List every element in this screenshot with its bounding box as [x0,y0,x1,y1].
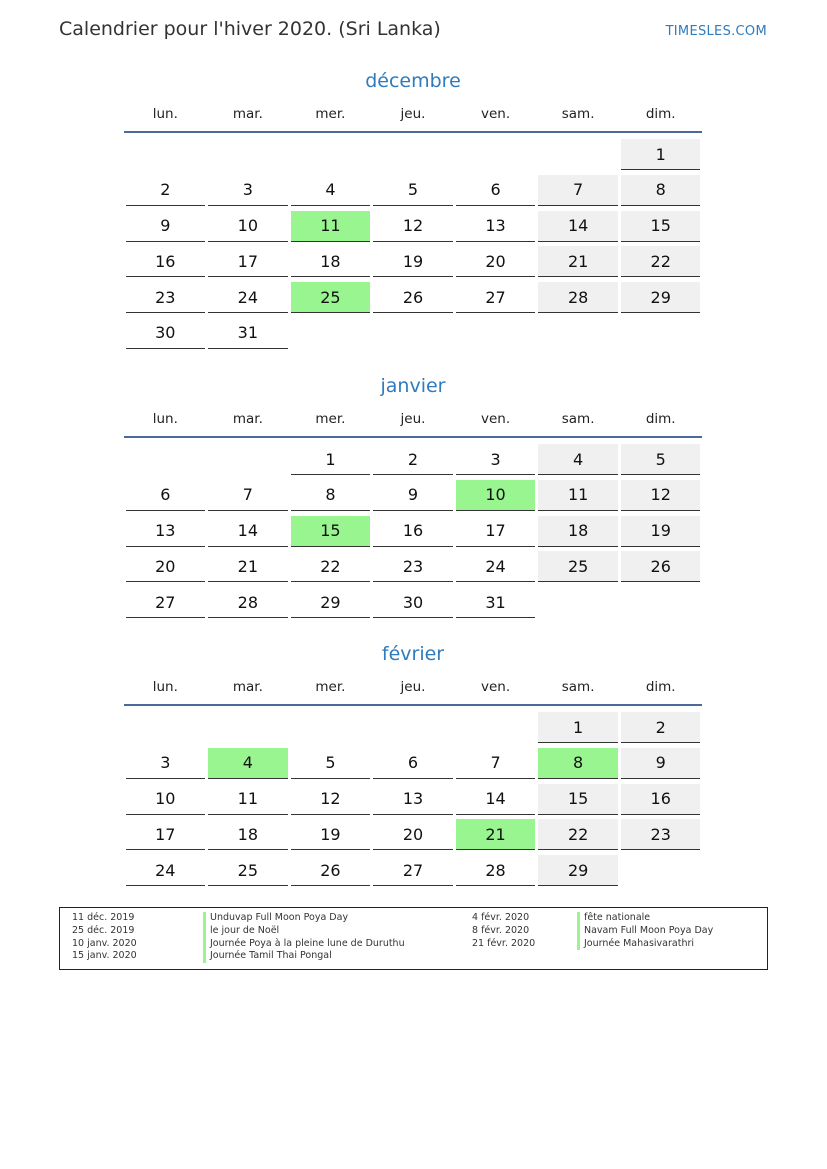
holiday-day-cell: 21 [456,819,536,850]
day-grid [124,706,702,891]
empty-cell [372,712,455,748]
day-cell: 22 [538,819,618,850]
day-cell: 18 [291,246,371,277]
day-cell: 24 [456,551,536,582]
day-cell: 9 [373,480,453,511]
weekday-label: dim. [645,106,676,122]
day-cell: 6 [373,748,453,779]
day-cell: 9 [126,211,206,242]
day-cell: 14 [538,211,618,242]
weekday-label: dim. [645,679,676,695]
weekday-label: sam. [561,106,595,122]
day-cell: 2 [621,712,701,743]
empty-cell [454,139,537,175]
day-cell: 25 [538,551,618,582]
day-cell: 11 [538,480,618,511]
month-calendar-january [124,375,702,623]
weekday-label: jeu. [400,679,426,695]
day-cell: 17 [208,246,288,277]
day-cell: 27 [373,855,453,886]
weekday-label: mar. [232,106,263,122]
weekday-label: lun. [152,411,178,427]
legend-date: 8 févr. 2020 [472,924,530,936]
weekday-label: jeu. [400,106,426,122]
month-calendar-february [124,643,702,891]
legend-holiday-name: le jour de Noël [203,925,405,938]
day-cell: 1 [621,139,701,170]
weekday-label: ven. [480,411,511,427]
day-cell: 9 [621,748,701,779]
day-cell: 26 [373,282,453,313]
day-cell: 23 [126,282,206,313]
day-cell: 30 [126,318,206,349]
holiday-day-cell: 10 [456,480,536,511]
day-cell: 8 [621,175,701,206]
holiday-legend [59,907,768,970]
day-cell: 7 [208,480,288,511]
day-cell: 13 [126,516,206,547]
day-grid [124,133,702,354]
day-cell: 12 [291,784,371,815]
day-cell: 18 [208,819,288,850]
day-grid [124,438,702,623]
day-cell: 13 [373,784,453,815]
empty-cell [454,712,537,748]
day-cell: 16 [621,784,701,815]
day-cell: 19 [373,246,453,277]
day-cell: 24 [126,855,206,886]
day-cell: 28 [538,282,618,313]
day-cell: 2 [373,444,453,475]
day-cell: 21 [208,551,288,582]
day-cell: 22 [621,246,701,277]
day-cell: 12 [621,480,701,511]
weekday-label: mar. [232,679,263,695]
day-cell: 29 [621,282,701,313]
legend-date: 10 janv. 2020 [72,937,137,949]
brand-link[interactable]: TIMESLES.COM [665,24,767,39]
day-cell: 3 [208,175,288,206]
weekday-label: mer. [315,679,346,695]
weekday-label: ven. [480,106,511,122]
legend-date: 21 févr. 2020 [472,937,536,949]
empty-cell [289,712,372,748]
empty-cell [289,139,372,175]
page-title: Calendrier pour l'hiver 2020. (Sri Lanka) [59,18,441,40]
day-cell: 13 [456,211,536,242]
day-cell: 1 [291,444,371,475]
empty-cell [207,139,290,175]
empty-cell [537,139,620,175]
month-calendar-december [124,70,702,354]
day-cell: 6 [126,480,206,511]
weekday-label: mar. [232,411,263,427]
day-cell: 20 [456,246,536,277]
weekday-label: ven. [480,679,511,695]
month-name: janvier [380,375,446,397]
holiday-day-cell: 8 [538,748,618,779]
day-cell: 21 [538,246,618,277]
day-cell: 22 [291,551,371,582]
day-cell: 7 [456,748,536,779]
weekday-label: mer. [315,411,346,427]
day-cell: 31 [208,318,288,349]
legend-date: 25 déc. 2019 [72,924,135,936]
weekday-label: sam. [561,411,595,427]
empty-cell [207,712,290,748]
day-cell: 20 [126,551,206,582]
day-cell: 30 [373,587,453,618]
day-cell: 16 [373,516,453,547]
day-cell: 28 [208,587,288,618]
day-cell: 4 [291,175,371,206]
holiday-day-cell: 4 [208,748,288,779]
weekday-header-row [124,679,702,704]
day-cell: 3 [456,444,536,475]
day-cell: 16 [126,246,206,277]
weekday-label: lun. [152,106,178,122]
legend-holiday-name: Navam Full Moon Poya Day [577,925,713,938]
empty-cell [124,712,207,748]
day-cell: 20 [373,819,453,850]
month-name: décembre [365,70,461,92]
legend-holiday-name: Journée Mahasivarathri [577,938,713,951]
day-cell: 14 [208,516,288,547]
weekday-header-row [124,411,702,436]
weekday-label: sam. [561,679,595,695]
day-cell: 26 [621,551,701,582]
day-cell: 17 [126,819,206,850]
day-cell: 31 [456,587,536,618]
legend-holiday-name: fête nationale [577,912,713,925]
empty-cell [124,444,207,480]
day-cell: 1 [538,712,618,743]
day-cell: 8 [291,480,371,511]
day-cell: 14 [456,784,536,815]
day-cell: 2 [126,175,206,206]
day-cell: 5 [621,444,701,475]
day-cell: 29 [291,587,371,618]
day-cell: 18 [538,516,618,547]
day-cell: 27 [126,587,206,618]
legend-date: 11 déc. 2019 [72,912,135,923]
weekday-label: mer. [315,106,346,122]
day-cell: 27 [456,282,536,313]
empty-cell [124,139,207,175]
holiday-day-cell: 25 [291,282,371,313]
day-cell: 5 [291,748,371,779]
day-cell: 7 [538,175,618,206]
day-cell: 15 [538,784,618,815]
weekday-label: dim. [645,411,676,427]
holiday-day-cell: 15 [291,516,371,547]
day-cell: 11 [208,784,288,815]
day-cell: 25 [208,855,288,886]
day-cell: 15 [621,211,701,242]
legend-holiday-name: Journée Tamil Thai Pongal [203,950,405,963]
month-name: février [381,643,445,665]
day-cell: 12 [373,211,453,242]
day-cell: 4 [538,444,618,475]
holiday-day-cell: 11 [291,211,371,242]
day-cell: 10 [126,784,206,815]
legend-holiday-name: Journée Poya à la pleine lune de Duruthu [203,938,405,951]
legend-date: 15 janv. 2020 [72,950,137,962]
empty-cell [207,444,290,480]
weekday-header-row [124,106,702,131]
day-cell: 28 [456,855,536,886]
day-cell: 19 [291,819,371,850]
weekday-label: jeu. [400,411,426,427]
day-cell: 24 [208,282,288,313]
legend-date: 4 févr. 2020 [472,912,530,923]
day-cell: 26 [291,855,371,886]
day-cell: 3 [126,748,206,779]
empty-cell [372,139,455,175]
day-cell: 5 [373,175,453,206]
day-cell: 6 [456,175,536,206]
day-cell: 23 [373,551,453,582]
legend-holiday-name: Unduvap Full Moon Poya Day [203,912,405,925]
day-cell: 19 [621,516,701,547]
day-cell: 10 [208,211,288,242]
day-cell: 23 [621,819,701,850]
day-cell: 29 [538,855,618,886]
day-cell: 17 [456,516,536,547]
weekday-label: lun. [152,679,178,695]
